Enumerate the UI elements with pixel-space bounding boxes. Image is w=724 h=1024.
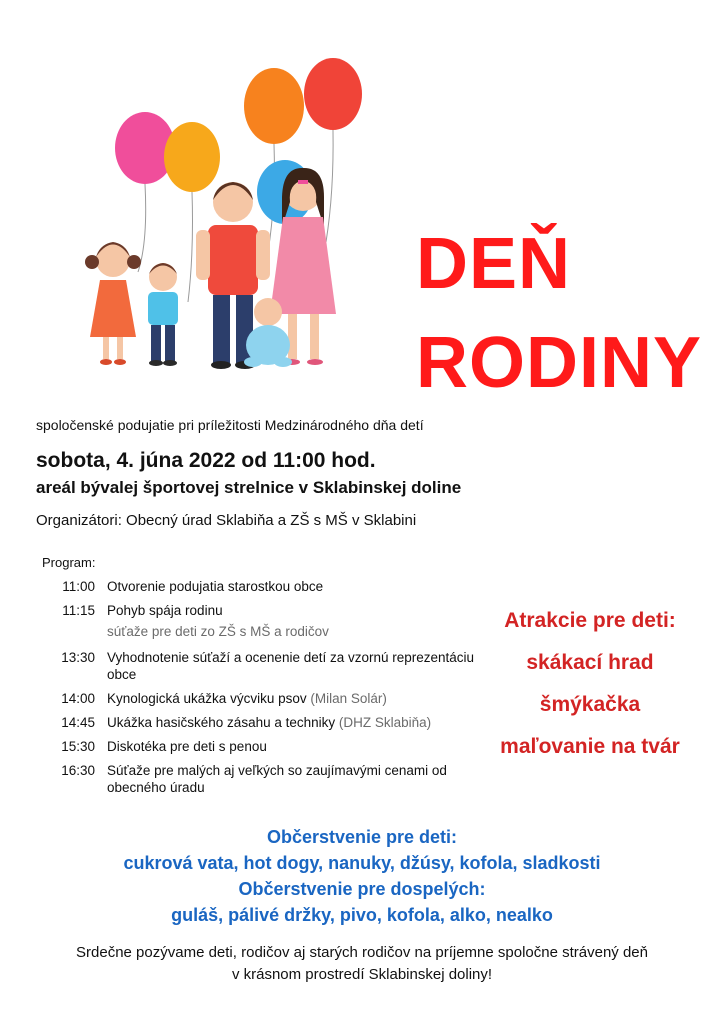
- program-text: Ukážka hasičského zásahu a techniky: [107, 715, 336, 730]
- invitation-text: [0, 942, 724, 986]
- program-time: 14:45: [61, 715, 95, 730]
- event-venue: areál bývalej športovej strelnice v Sklabinskej doline: [36, 478, 462, 497]
- program-item: [40, 578, 480, 595]
- family-with-balloons-illustration: [78, 52, 378, 382]
- program-item: [40, 690, 480, 707]
- program-time: 11:00: [62, 579, 95, 594]
- girl-figure: [85, 242, 141, 365]
- event-title-line2: RODINY: [416, 323, 703, 403]
- event-date: sobota, 4. júna 2022 od 11:00 hod.: [36, 449, 376, 472]
- program-time: [40, 623, 95, 640]
- program-time: 14:00: [61, 691, 95, 706]
- boy-figure: [148, 263, 178, 366]
- program-item: [40, 738, 480, 755]
- attraction-item: maľovanie na tvár: [500, 735, 680, 758]
- program-text: Vyhodnotenie súťaží a ocenenie detí za vzornú reprezentáciu obce: [107, 650, 475, 682]
- program-list: [40, 578, 480, 803]
- refreshments-adults-items: guláš, pálivé držky, pivo, kofola, alko, nealko: [171, 905, 553, 925]
- attractions-heading: Atrakcie pre deti:: [504, 609, 676, 632]
- attraction-item: skákací hrad: [526, 651, 654, 674]
- attractions-box: [470, 608, 710, 776]
- refreshments-kids-heading: Občerstvenie pre deti:: [266, 827, 458, 847]
- refreshments-section: [0, 826, 724, 930]
- program-time: 16:30: [61, 763, 95, 778]
- red-balloon-icon: [304, 58, 362, 130]
- program-time: 11:15: [62, 603, 95, 618]
- refreshments-kids-items: cukrová vata, hot dogy, nanuky, džúsy, kofola, sladkosti: [123, 853, 601, 873]
- program-item: [40, 762, 480, 796]
- program-item: [40, 714, 480, 731]
- event-organizers: Organizátori: Obecný úrad Sklabiňa a ZŠ s MŠ v Sklabini: [36, 512, 417, 529]
- program-item: [40, 649, 480, 683]
- yellow-balloon-icon: [164, 122, 220, 192]
- program-text: Diskotéka pre deti s penou: [107, 739, 267, 754]
- program-text: Kynologická ukážka výcviku psov: [107, 691, 307, 706]
- program-text: Pohyb spája rodinu: [107, 603, 223, 618]
- program-note: súťaže pre deti zo ZŠ s MŠ a rodičov: [107, 624, 329, 639]
- program-note: (DHZ Sklabiňa): [338, 715, 432, 730]
- program-text: Súťaže pre malých aj veľkých so zaujímavými cenami od obecného úradu: [107, 763, 447, 795]
- program-item: [40, 623, 480, 640]
- refreshments-adults-heading: Občerstvenie pre dospelých:: [238, 879, 486, 899]
- attraction-item: šmýkačka: [539, 693, 641, 716]
- program-text: Otvorenie podujatia starostkou obce: [107, 579, 324, 594]
- program-note: (Milan Solár): [310, 691, 387, 706]
- invitation-line2: v krásnom prostredí Sklabinskej doliny!: [231, 966, 493, 983]
- orange-balloon-icon: [244, 68, 304, 144]
- program-item: [40, 602, 480, 619]
- event-title-line1: DEŇ: [416, 224, 572, 304]
- program-time: 13:30: [61, 650, 95, 665]
- invitation-line1: Srdečne pozývame deti, rodičov aj starých rodičov na príjemne spoločne strávený deň: [76, 944, 648, 961]
- program-label: Program:: [42, 555, 96, 570]
- program-time: 15:30: [61, 739, 95, 754]
- event-subtitle: spoločenské podujatie pri príležitosti Medzinárodného dňa detí: [36, 417, 424, 433]
